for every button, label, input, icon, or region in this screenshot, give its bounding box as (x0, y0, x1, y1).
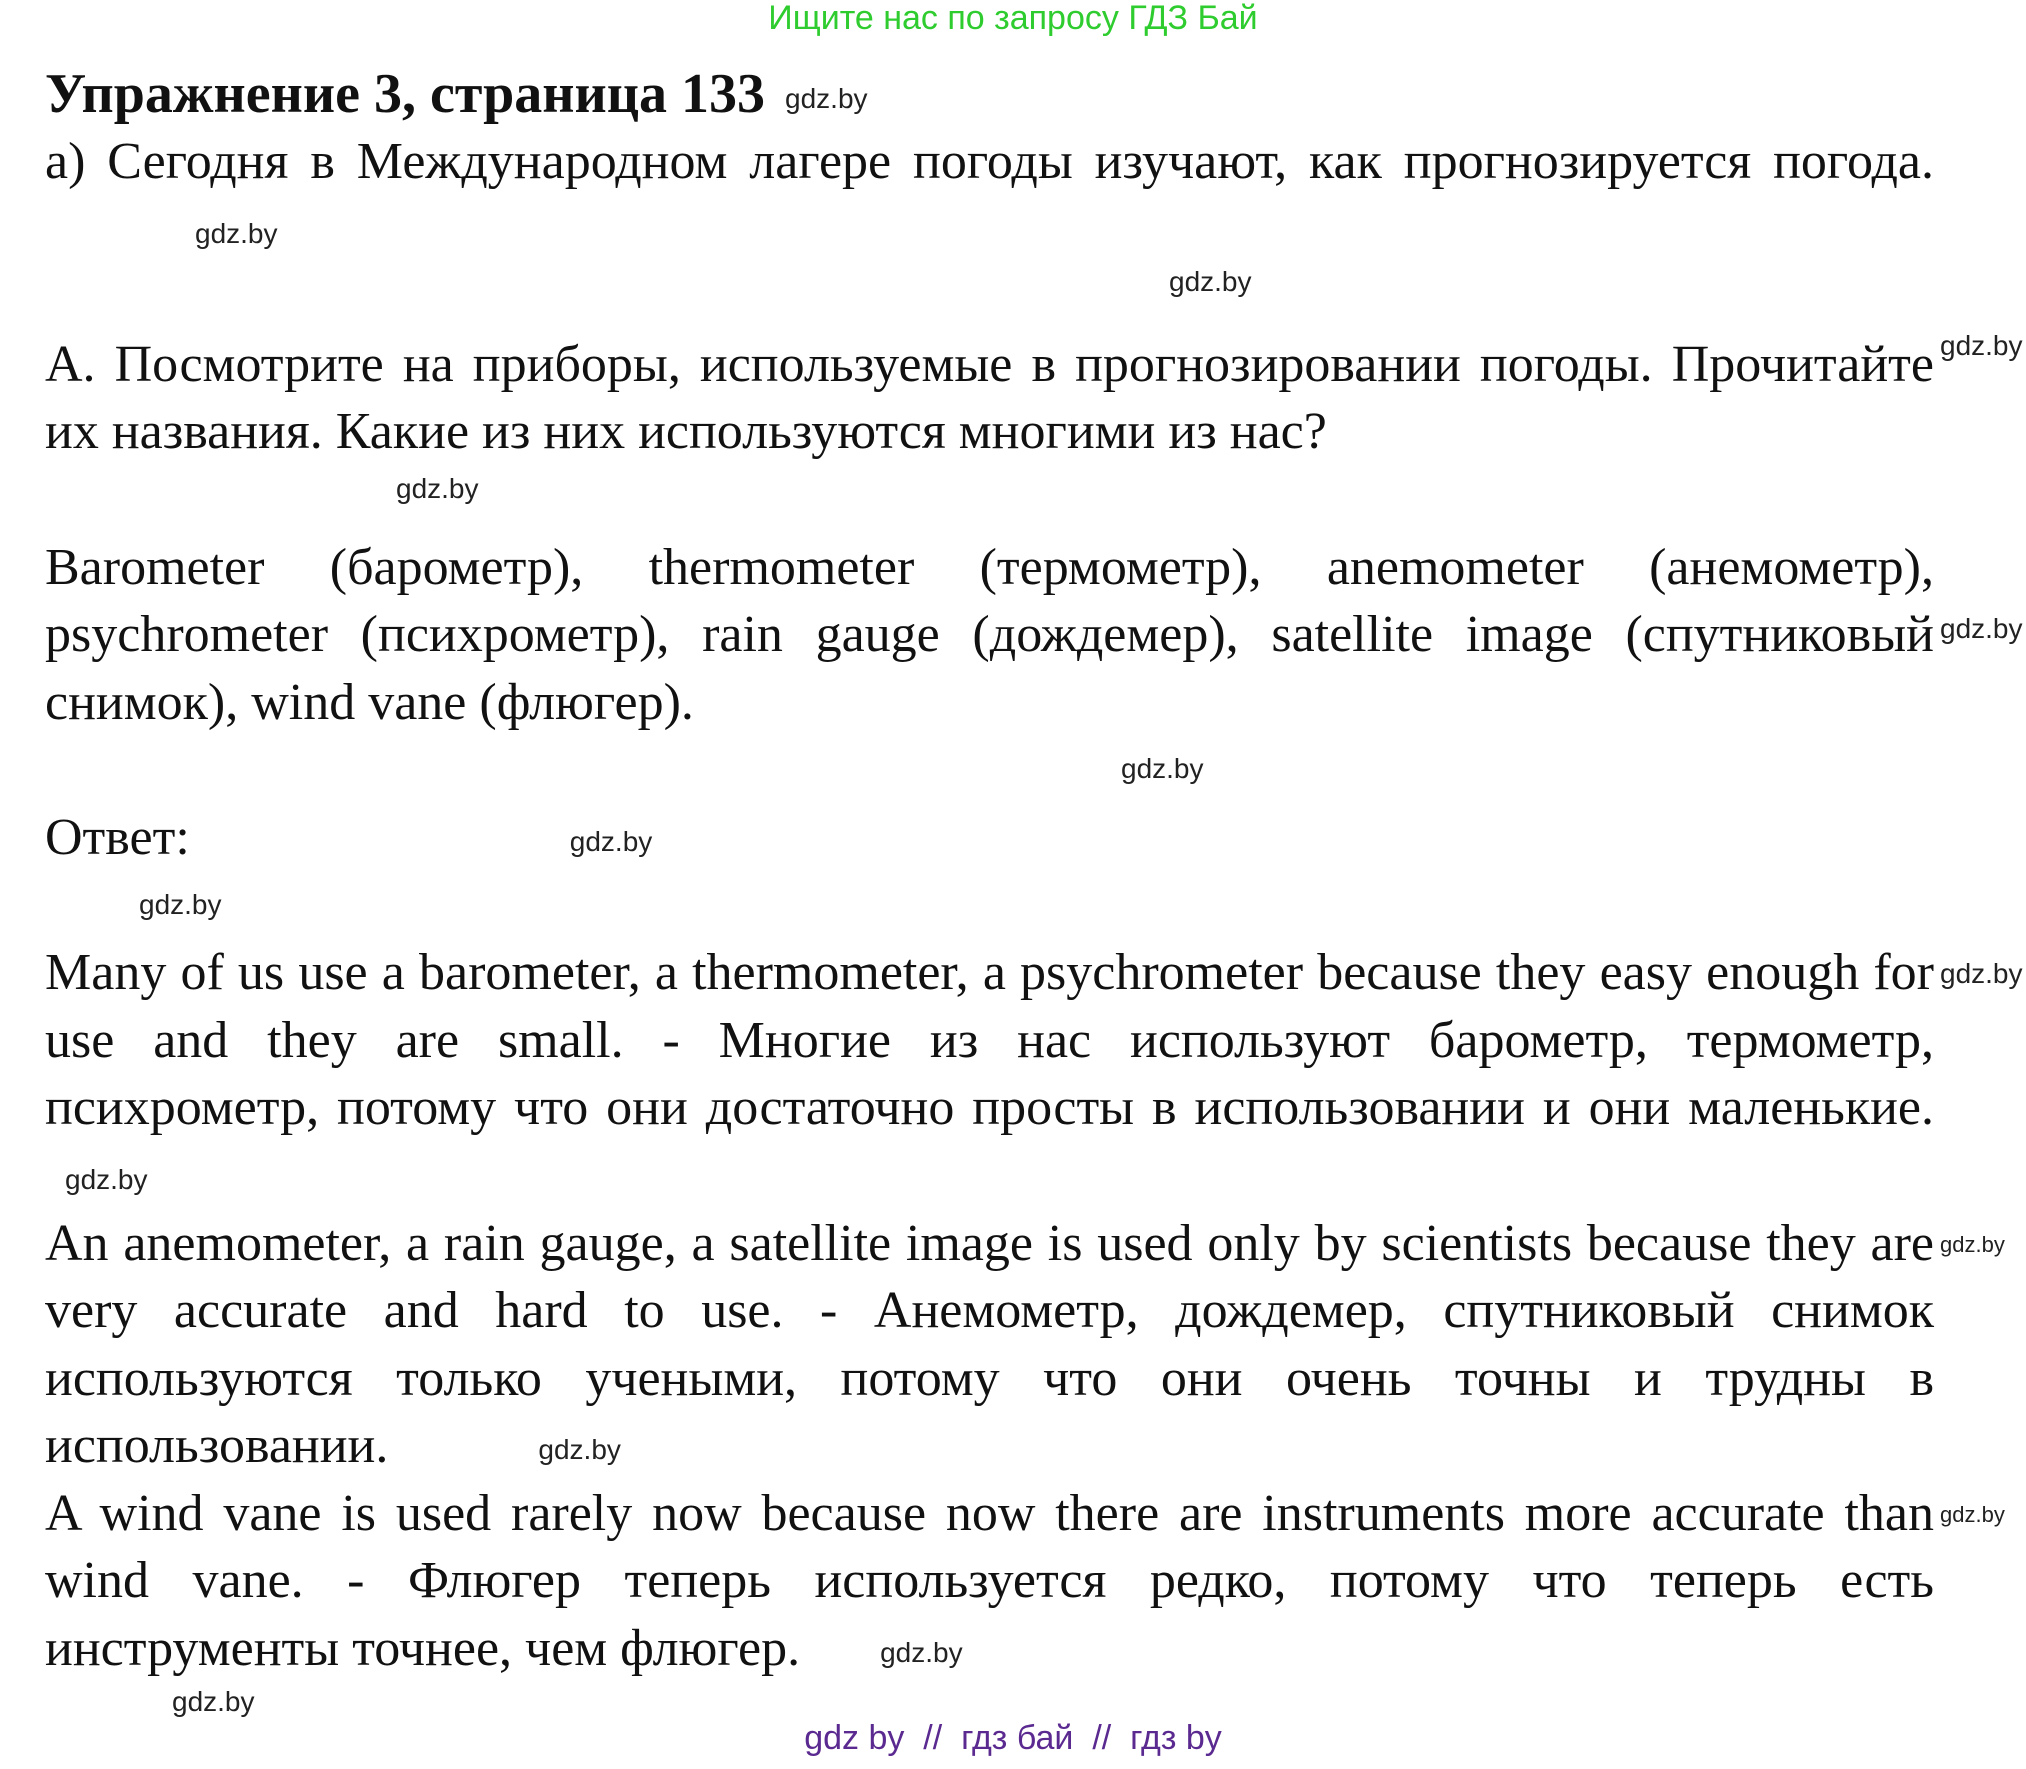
document-body (45, 60, 2023, 1723)
answer-paragraph-3 (45, 1480, 2005, 1683)
task-a-text: а) Сегодня в Международном лагере погоды изучают, как прогнозируется погода. (45, 133, 1934, 190)
spacer (45, 466, 1934, 534)
spacer (45, 736, 1934, 804)
watermark: gdz.by (880, 1637, 963, 1669)
page-title-row (45, 60, 1934, 128)
watermark: gdz.by (1940, 958, 2023, 990)
page-title: Упражнение 3, страница 133 (45, 63, 766, 125)
spacer (45, 872, 1934, 940)
watermark: gdz.by (785, 83, 868, 115)
header-banner: Ищите нас по запросу ГДЗ Бай (768, 0, 1258, 37)
answer-paragraph-2 (45, 1210, 2005, 1480)
task-a-paragraph (45, 128, 1934, 263)
answer-text-2: An anemometer, a rain gauge, a satellite image is used only by scientists because they are very accurate and hard to use. - Анемометр, дождемер, спутниковый снимок используются только учеными, потому что они очень точны и трудны в использовании. (45, 1214, 1934, 1475)
task-A-paragraph (45, 329, 2023, 466)
watermark: gdz.by (1940, 329, 2023, 361)
instruments-paragraph (45, 534, 2023, 737)
watermark: gdz.by (1940, 1501, 2005, 1527)
watermark: gdz.by (569, 826, 653, 857)
watermark: gdz.by (1169, 266, 1252, 298)
instruments-text: Barometer (барометр), thermometer (термометр), anemometer (анемометр), psychrometer (психрометр), rain gauge (дождемер), satellite image (спутниковый снимок), wind vane (флюгер). (45, 538, 1934, 731)
watermark: gdz.by (1121, 753, 1204, 785)
spacer (45, 1683, 1934, 1723)
footer-links: gdz by // гдз бай // гдз by (804, 1719, 1222, 1757)
watermark: gdz.by (538, 1434, 621, 1466)
watermark: gdz.by (172, 1685, 255, 1717)
watermark: gdz.by (1940, 1231, 2005, 1257)
answer-paragraph-1 (45, 939, 2023, 1209)
watermark: gdz.by (1940, 612, 2023, 644)
answer-label-row (45, 804, 1934, 872)
answer-text-3: A wind vane is used rarely now because now there are instruments more accurate than wind vane. - Флюгер теперь используется редко, потому что теперь есть инструменты точнее, чем флюгер. (45, 1484, 1934, 1678)
watermark: gdz.by (65, 1163, 148, 1195)
watermark: gdz.by (195, 217, 278, 249)
answer-text-1: Many of us use a barometer, a thermometer, a psychrometer because they easy enough for use and they are small. - Многие из нас используют барометр, термометр, психрометр, потому что они достаточно просты в использовании и они маленькие. (45, 944, 1934, 1137)
spacer (45, 263, 1934, 331)
watermark: gdz.by (139, 888, 222, 920)
answer-label: Ответ: (45, 808, 190, 866)
task-A-text: А. Посмотрите на приборы, используемые в прогнозировании погоды. Прочитайте их названия. Какие из них используются многими из нас? (45, 335, 1934, 461)
watermark: gdz.by (396, 472, 479, 504)
